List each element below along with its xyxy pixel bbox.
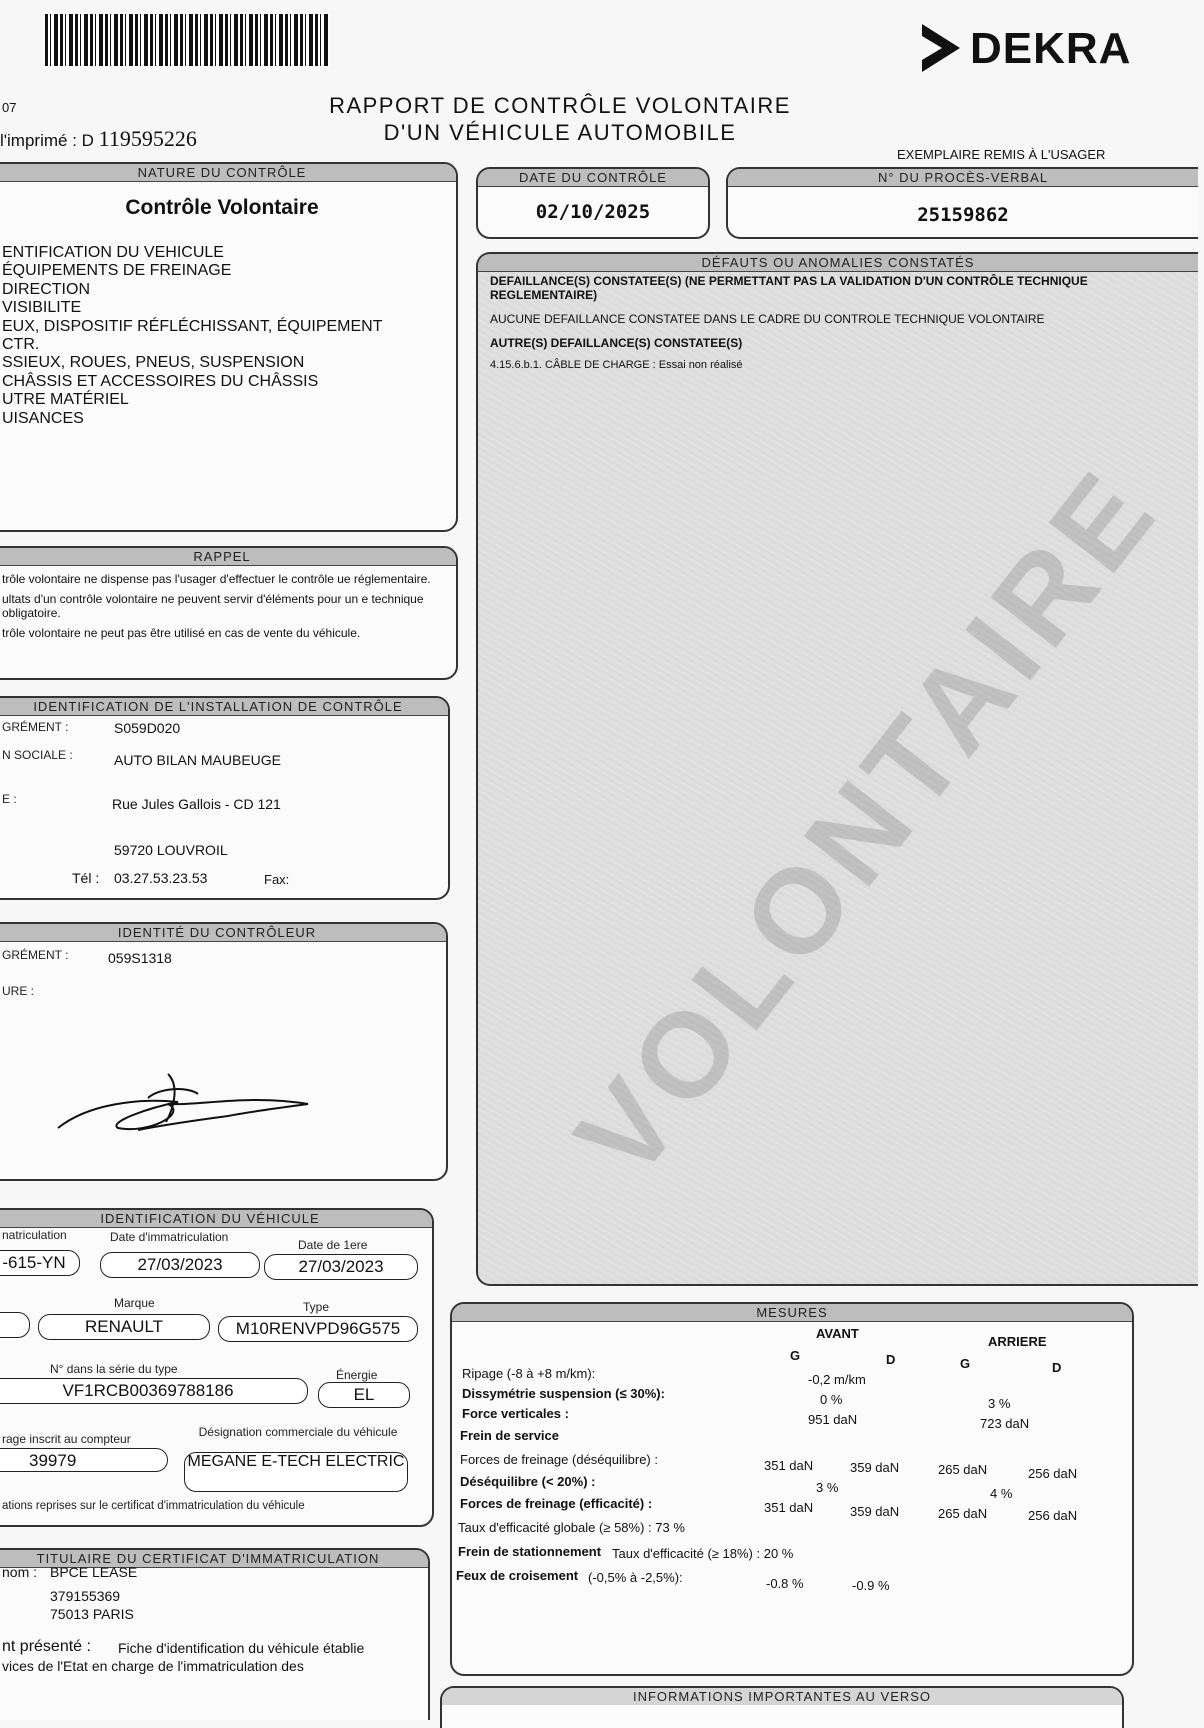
rappel-box (0, 546, 458, 680)
nature-list (2, 244, 383, 428)
fe-ard: 256 daN (1028, 1508, 1078, 1523)
barcode (45, 14, 330, 66)
raison-label: N SOCIALE : (2, 748, 73, 762)
rappel-p1: trôle volontaire ne dispense pas l'usager d'effectuer le contrôle ue réglementaire. (2, 572, 431, 586)
fd-ard: 256 daN (1028, 1466, 1078, 1481)
autres-line: AUTRE(S) DEFAILLANCE(S) CONSTATEE(S) (490, 336, 743, 350)
marque-value: RENAULT (38, 1314, 210, 1340)
rappel-p2: ultats d'un contrôle volontaire ne peuvent servir d'éléments pour un e technique obligatoire. (2, 592, 424, 620)
desequ-label: Déséquilibre (< 20%) : (460, 1474, 596, 1489)
desequ-av: 3 % (816, 1480, 839, 1495)
energie-value: EL (318, 1382, 410, 1408)
g-avant: G (790, 1348, 801, 1363)
defauts-text (490, 274, 1170, 372)
dissym-ar: 3 % (988, 1396, 1011, 1411)
titulaire-line2: 379155369 (50, 1588, 121, 1604)
defauts-header: DÉFAUTS OU ANOMALIES CONSTATÉS (478, 254, 1198, 272)
raison-value: AUTO BILAN MAUBEUGE (114, 752, 282, 768)
doc-label: nt présenté : (2, 1638, 91, 1655)
signature (48, 1064, 328, 1144)
g-arriere: G (960, 1356, 971, 1371)
vehicule-note: ations reprises sur le certificat d'immatriculation du véhicule (2, 1500, 305, 1512)
list-item: SSIEUX, ROUES, PNEUS, SUSPENSION (2, 354, 305, 372)
list-item: ÉQUIPEMENTS DE FREINAGE (2, 262, 232, 280)
mesures-header: MESURES (452, 1304, 1132, 1322)
fe-arg: 265 daN (938, 1506, 988, 1521)
type-label: Type (303, 1300, 330, 1314)
date-1ere-value: 27/03/2023 (264, 1254, 418, 1280)
stationnement-label: Frein de stationnement (458, 1544, 602, 1559)
controleur-agrement-value: 059S1318 (108, 950, 172, 966)
aucune-line: AUCUNE DEFAILLANCE CONSTATEE DANS LE CADRE DU CONTROLE TECHNIQUE VOLONTAIRE (490, 312, 1045, 326)
titulaire-box (0, 1548, 430, 1720)
controleur-box (0, 922, 448, 1181)
doc-value: Fiche d'identification du véhicule établie (118, 1640, 365, 1656)
feux-g: -0.8 % (766, 1576, 804, 1591)
feux-range: (-0,5% à -2,5%): (588, 1570, 683, 1585)
titulaire-line3: 75013 PARIS (50, 1606, 134, 1622)
feux-d: -0.9 % (852, 1578, 890, 1593)
defauts-box (476, 252, 1198, 1286)
installation-box (0, 696, 450, 900)
nature-box (0, 162, 458, 532)
controleur-agrement-label: GRÉMENT : (2, 948, 69, 962)
adresse-label: E : (2, 792, 17, 806)
ripage-label: Ripage (-8 à +8 m/km): (462, 1366, 596, 1381)
doc-ref: 07 (2, 100, 17, 115)
info-header: INFORMATIONS IMPORTANTES AU VERSO (442, 1688, 1122, 1705)
taux-label: Taux d'efficacité globale (≥ 58%) : 73 % (458, 1520, 685, 1535)
date-value: 02/10/2025 (535, 201, 651, 223)
forces-desequ-label: Forces de freinage (déséquilibre) : (460, 1452, 658, 1467)
defaut-item: 4.15.6.b.1. CÂBLE DE CHARGE : Essai non réalisé (490, 359, 743, 371)
arriere-header: ARRIERE (988, 1334, 1047, 1349)
feux-label: Feux de croisement (456, 1568, 579, 1583)
pv-header: N° DU PROCÈS-VERBAL (728, 169, 1198, 187)
force-vert-ar: 723 daN (980, 1416, 1030, 1431)
genre-value (0, 1312, 30, 1338)
fe-avg: 351 daN (764, 1500, 814, 1515)
list-item: UTRE MATÉRIEL (2, 391, 129, 409)
agrement-value: S059D020 (114, 720, 181, 736)
tel-label: Tél : (72, 870, 100, 886)
nature-header: NATURE DU CONTRÔLE (0, 164, 456, 182)
installation-header: IDENTIFICATION DE L'INSTALLATION DE CONTRÔLE (0, 698, 448, 716)
compteur-value: 39979 (0, 1448, 168, 1472)
frein-service-label: Frein de service (460, 1428, 559, 1443)
type-value: M10RENVPD96G575 (218, 1316, 418, 1342)
doc-value-2: vices de l'Etat en charge de l'immatriculation des (2, 1658, 304, 1674)
adresse-value: Rue Jules Gallois - CD 121 (112, 796, 281, 812)
stationnement-value: Taux d'efficacité (≥ 18%) : 20 % (612, 1546, 794, 1561)
tel-value: 03.27.53.23.53 (114, 870, 208, 886)
dissym-label: Dissymétrie suspension (≤ 30%): (462, 1386, 665, 1401)
pv-value: 25159862 (917, 204, 1009, 226)
d-arriere: D (1052, 1360, 1062, 1375)
copy-note: EXEMPLAIRE REMIS À L'USAGER (897, 147, 1106, 162)
force-vert-label: Force verticales : (462, 1406, 569, 1421)
avant-header: AVANT (816, 1326, 859, 1341)
date-1ere-label: Date de 1ere (298, 1238, 368, 1252)
titulaire-header: TITULAIRE DU CERTIFICAT D'IMMATRICULATION (0, 1550, 428, 1568)
pv-box (726, 167, 1198, 239)
rappel-header: RAPPEL (0, 548, 456, 566)
fd-avd: 359 daN (850, 1460, 900, 1475)
forces-eff-label: Forces de freinage (efficacité) : (460, 1496, 653, 1511)
nature-title: Contrôle Volontaire (125, 196, 319, 219)
compteur-label: rage inscrit au compteur (2, 1432, 131, 1446)
fe-avd: 359 daN (850, 1504, 900, 1519)
vehicule-header: IDENTIFICATION DU VÉHICULE (0, 1210, 432, 1228)
date-immat-label: Date d'immatriculation (110, 1230, 229, 1244)
defauts-texture (478, 271, 1198, 1284)
designation-value: MEGANE E-TECH ELECTRIC (184, 1452, 408, 1492)
list-item: DIRECTION (2, 280, 90, 298)
signature-label: URE : (2, 984, 35, 998)
date-header: DATE DU CONTRÔLE (478, 169, 708, 187)
dekra-logo: DEKRA (918, 20, 1128, 78)
date-immat-value: 27/03/2023 (100, 1252, 260, 1278)
vehicule-box (0, 1208, 434, 1527)
nom-label: nom : (2, 1564, 38, 1580)
mesures-box (450, 1302, 1134, 1676)
ville-value: 59720 LOUVROIL (114, 842, 228, 858)
serie-label: N° dans la série du type (50, 1362, 178, 1376)
list-item: ENTIFICATION DU VEHICULE (2, 244, 224, 261)
energie-label: Énergie (336, 1368, 378, 1382)
print-number: 119595226 (98, 126, 197, 151)
date-box (476, 167, 710, 239)
rappel-p3: trôle volontaire ne peut pas être utilisé en cas de vente du véhicule. (2, 626, 361, 640)
fd-arg: 265 daN (938, 1462, 988, 1477)
ripage-value: -0,2 m/km (808, 1372, 866, 1387)
print-label: l'imprimé : D (0, 131, 94, 150)
d-avant: D (886, 1352, 896, 1367)
controleur-header: IDENTITÉ DU CONTRÔLEUR (0, 924, 446, 942)
force-vert-av: 951 daN (808, 1412, 858, 1427)
rappel-text (2, 572, 448, 640)
marque-label: Marque (114, 1296, 155, 1310)
dissym-av: 0 % (820, 1392, 843, 1407)
nom-value: BPCE LEASE (50, 1564, 138, 1580)
immat-label: natriculation (2, 1228, 67, 1242)
fd-avg: 351 daN (764, 1458, 814, 1473)
list-item: UISANCES (2, 409, 84, 427)
fax-label: Fax: (264, 872, 290, 887)
info-box (440, 1686, 1124, 1728)
dekra-chevron-icon (918, 20, 964, 78)
list-item: EUX, DISPOSITIF RÉFLÉCHISSANT, ÉQUIPEMENT (2, 317, 383, 335)
designation-label: Désignation commerciale du véhicule (198, 1425, 398, 1439)
agrement-label: GRÉMENT : (2, 720, 69, 734)
list-item: VISIBILITE (2, 299, 82, 317)
serie-value: VF1RCB00369788186 (0, 1378, 308, 1404)
list-item: CHÂSSIS ET ACCESSOIRES DU CHÂSSIS (2, 372, 319, 390)
immat-value: -615-YN (0, 1250, 80, 1276)
defaillance-line: DEFAILLANCE(S) CONSTATEE(S) (NE PERMETTANT PAS LA VALIDATION D'UN CONTRÔLE TECHNIQUE REGLEMENTAIRE) (490, 274, 1088, 302)
page-title: RAPPORT DE CONTRÔLE VOLONTAIRE D'UN VÉHICULE AUTOMOBILE (329, 93, 791, 145)
desequ-ar: 4 % (990, 1486, 1013, 1501)
print-number-line (0, 126, 197, 152)
list-item: CTR. (2, 336, 40, 354)
